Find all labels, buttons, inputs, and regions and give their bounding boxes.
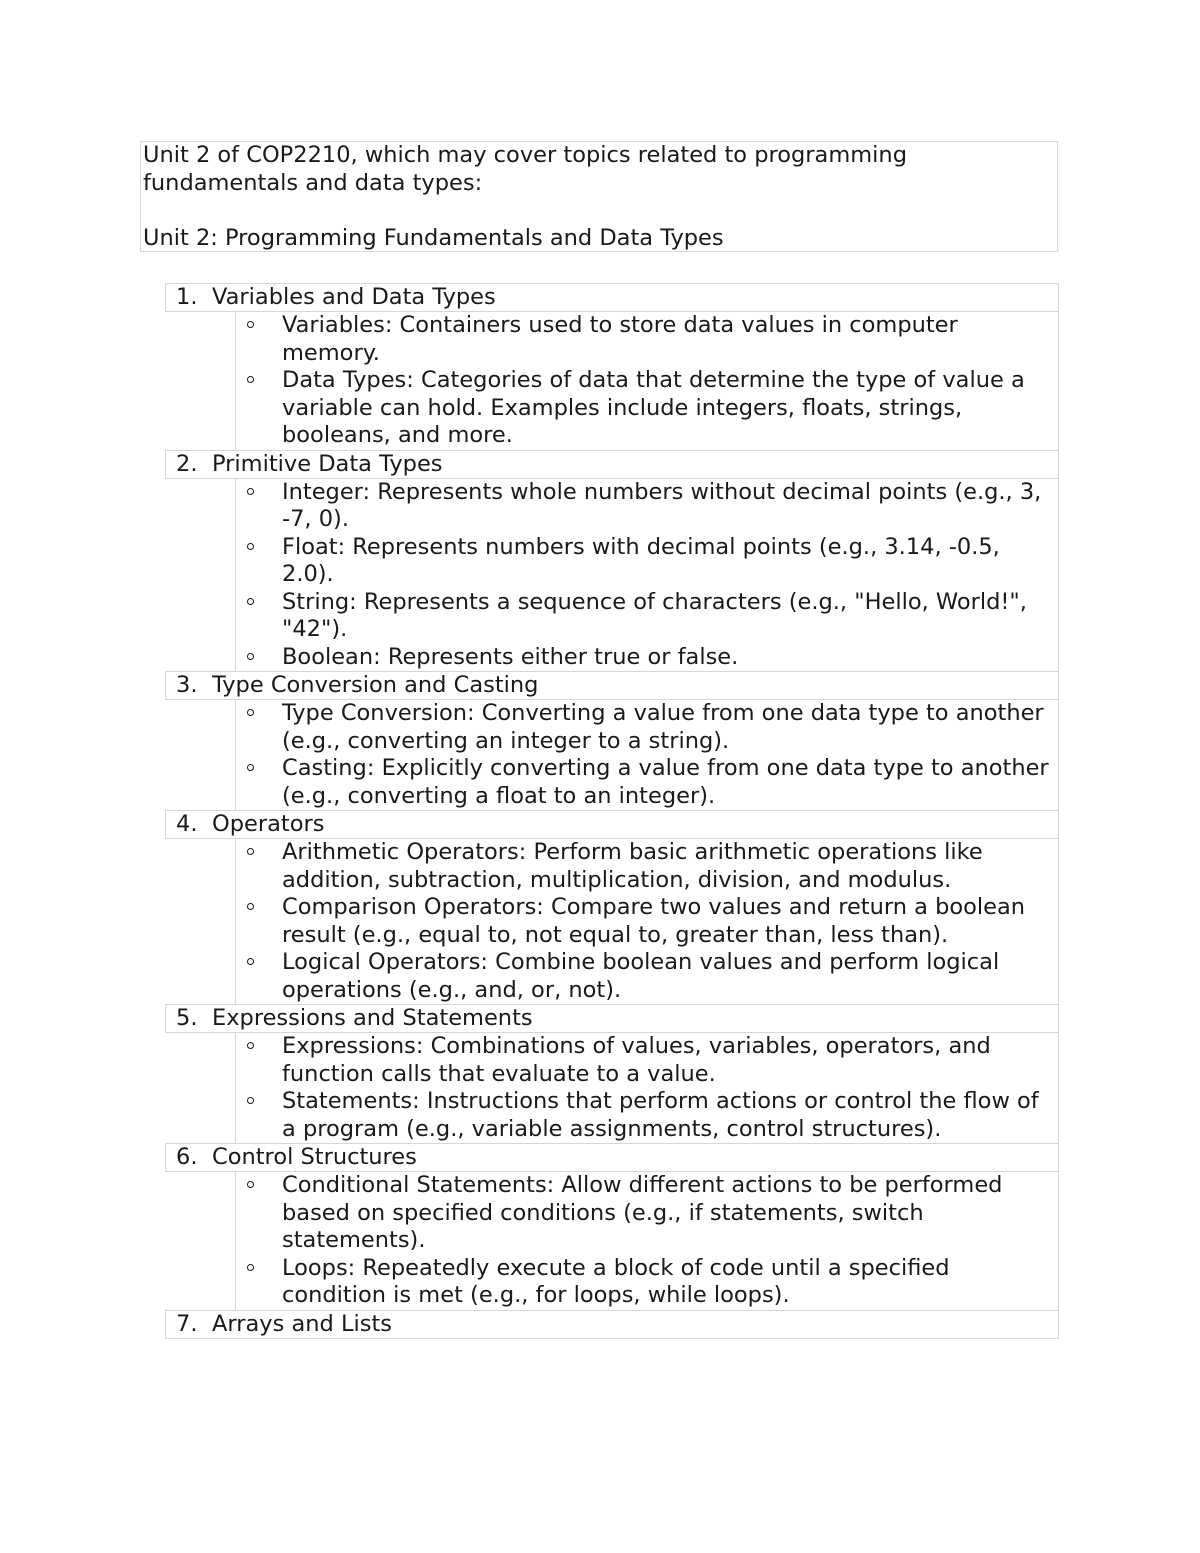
list-item (236, 894, 1054, 949)
list-item (236, 700, 1054, 755)
circle-bullet-icon (247, 764, 254, 771)
list-item-text: Logical Operators: Combine boolean values and perform logical operations (e.g., and, or, not). (282, 949, 1000, 1003)
section-title: Expressions and Statements (212, 1005, 533, 1031)
list-item-text: Variables: Containers used to store data values in computer memory. (282, 312, 958, 366)
section-number: 5. (176, 1005, 198, 1031)
section-heading (165, 283, 1059, 312)
sub-list (235, 700, 1059, 810)
list-item-text: Conditional Statements: Allow different actions to be performed based on specified conditions (e.g., if statements, switch statements). (282, 1172, 1003, 1253)
section-number: 4. (176, 811, 198, 837)
section-number: 7. (176, 1310, 198, 1337)
circle-bullet-icon (247, 709, 254, 716)
circle-bullet-icon (247, 848, 254, 855)
section-number: 2. (176, 450, 198, 477)
sub-list (235, 1172, 1059, 1310)
circle-bullet-icon (247, 598, 254, 605)
section-heading (165, 1143, 1059, 1172)
list-item (236, 367, 1054, 450)
section-title: Arrays and Lists (212, 1310, 393, 1337)
section-2 (165, 450, 1059, 672)
intro-line: Unit 2 of COP2210, which may cover topics related to programming fundamentals and data types: (143, 142, 907, 196)
section-title: Type Conversion and Casting (212, 672, 539, 698)
circle-bullet-icon (247, 653, 254, 660)
section-number: 1. (176, 284, 198, 310)
section-heading (165, 810, 1059, 839)
section-title: Variables and Data Types (212, 284, 496, 310)
list-item-text: Integer: Represents whole numbers without decimal points (e.g., 3, -7, 0). (282, 478, 1042, 532)
section-6 (165, 1143, 1059, 1310)
section-title: Control Structures (212, 1144, 417, 1170)
list-item-text: Comparison Operators: Compare two values and return a boolean result (e.g., equal to, not equal to, greater than, less than). (282, 894, 1026, 948)
list-item-text: Casting: Explicitly converting a value from one data type to another (e.g., converting a float to an integer). (282, 755, 1049, 809)
list-item (236, 644, 1054, 672)
section-heading (165, 671, 1059, 700)
circle-bullet-icon (247, 488, 254, 495)
sub-list (235, 479, 1059, 672)
section-4 (165, 810, 1059, 1004)
list-item (236, 479, 1054, 534)
circle-bullet-icon (247, 1181, 254, 1188)
list-item (236, 839, 1054, 894)
sub-list (235, 839, 1059, 1004)
list-item (236, 1172, 1054, 1255)
section-title: Primitive Data Types (212, 450, 443, 477)
sub-list (235, 312, 1059, 450)
list-item (236, 949, 1054, 1004)
list-item-text: Expressions: Combinations of values, variables, operators, and function calls that evaluate to a value. (282, 1033, 991, 1087)
circle-bullet-icon (247, 1097, 254, 1104)
list-item (236, 534, 1054, 589)
list-item-text: Statements: Instructions that perform actions or control the flow of a program (e.g., variable assignments, control structures). (282, 1088, 1039, 1142)
list-item (236, 1033, 1054, 1088)
list-item-text: Arithmetic Operators: Perform basic arithmetic operations like addition, subtraction, multiplication, division, and modulus. (282, 839, 983, 893)
section-heading (165, 1004, 1059, 1033)
intro-spacer (143, 197, 1055, 225)
sub-list (235, 1033, 1059, 1143)
circle-bullet-icon (247, 903, 254, 910)
section-7 (165, 1310, 1059, 1339)
list-item-text: Loops: Repeatedly execute a block of code until a specified condition is met (e.g., for loops, while loops). (282, 1254, 950, 1308)
section-3 (165, 671, 1059, 810)
list-item-text: Float: Represents numbers with decimal points (e.g., 3.14, -0.5, 2.0). (282, 533, 1000, 587)
circle-bullet-icon (247, 376, 254, 383)
circle-bullet-icon (247, 543, 254, 550)
list-item (236, 312, 1054, 367)
list-item-text: Data Types: Categories of data that determine the type of value a variable can hold. Examples include integers, floats, strings, booleans, and more. (282, 367, 1025, 448)
unit-title: Unit 2: Programming Fundamentals and Data Types (143, 225, 724, 251)
topic-outline (165, 283, 1059, 1339)
circle-bullet-icon (247, 958, 254, 965)
list-item (236, 755, 1054, 810)
list-item (236, 1088, 1054, 1143)
list-item-text: Type Conversion: Converting a value from one data type to another (e.g., converting an integer to a string). (282, 700, 1044, 754)
list-item-text: Boolean: Represents either true or false. (282, 643, 739, 670)
list-item (236, 1255, 1054, 1310)
intro-box (140, 141, 1058, 252)
section-heading (165, 450, 1059, 479)
section-title: Operators (212, 811, 325, 837)
circle-bullet-icon (247, 321, 254, 328)
section-number: 3. (176, 672, 198, 698)
list-item (236, 589, 1054, 644)
list-item-text: String: Represents a sequence of characters (e.g., "Hello, World!", "42"). (282, 588, 1027, 642)
section-5 (165, 1004, 1059, 1143)
section-number: 6. (176, 1144, 198, 1170)
section-heading (165, 1310, 1059, 1339)
circle-bullet-icon (247, 1042, 254, 1049)
circle-bullet-icon (247, 1264, 254, 1271)
section-1 (165, 283, 1059, 450)
